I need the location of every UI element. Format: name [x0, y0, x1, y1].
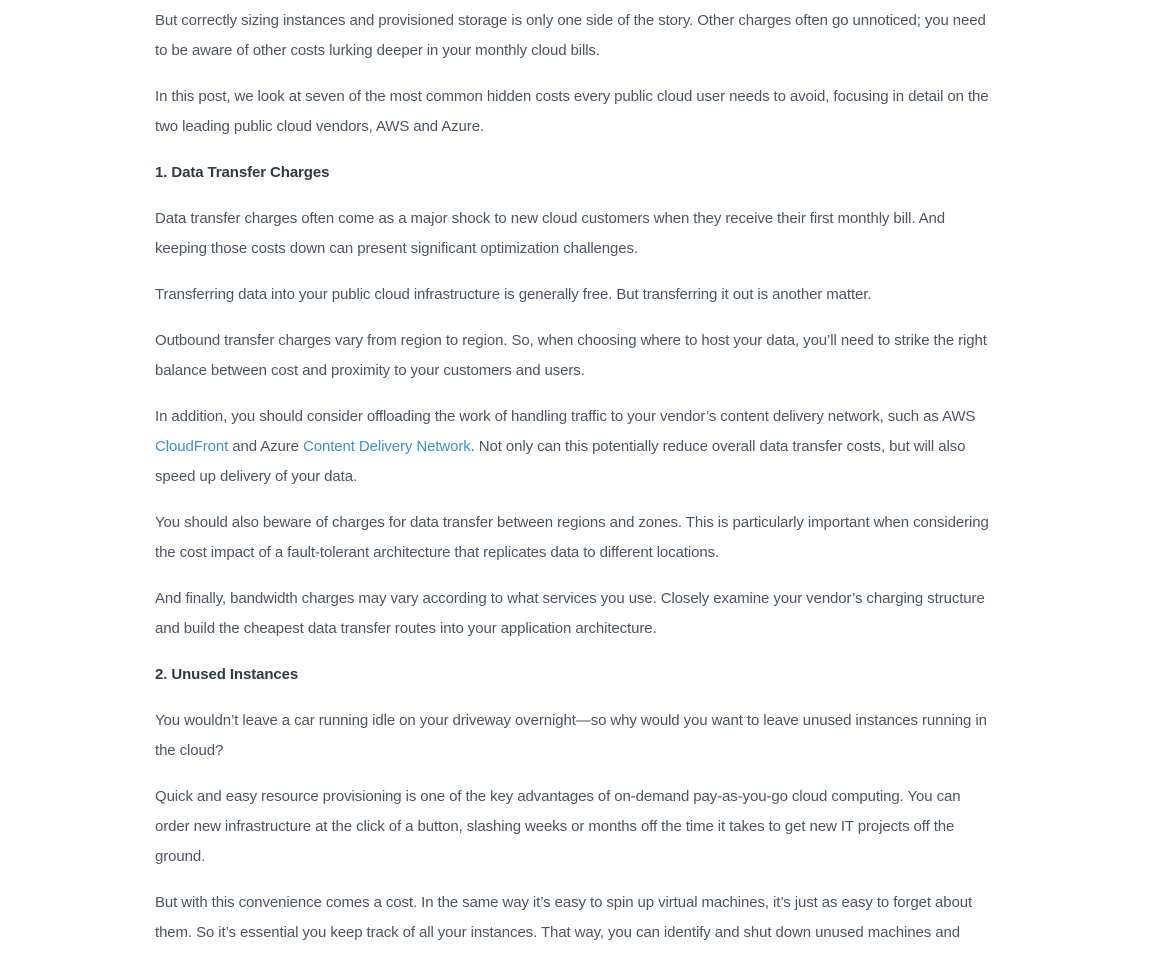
- paragraph-data-transfer-in-out: Transferring data into your public cloud infrastructure is generally free. But transferring it out is another matter.: [155, 286, 872, 303]
- paragraph-bandwidth-charges: And finally, bandwidth charges may vary according to what services you use. Closely examine your vendor’s charging structure and build the cheapest data transfer routes into your application architecture.: [155, 590, 985, 637]
- section-heading-data-transfer: 1. Data Transfer Charges: [155, 164, 330, 181]
- paragraph-convenience-cost: But with this convenience comes a cost. In the same way it’s easy to spin up virtual machines, it’s just as easy to forget about them. So it’s essential you keep track of all your instances. That way, you can identify and shut down unused machines and: [155, 894, 973, 941]
- cloudfront-link[interactable]: CloudFront: [155, 438, 229, 455]
- paragraph-provisioning: Quick and easy resource provisioning is one of the key advantages of on-demand pay-as-you-go cloud computing. You can order new infrastructure at the click of a button, slashing weeks or months off the time it takes to get new IT projects off the ground.: [155, 788, 961, 865]
- article-body: [155, 6, 997, 964]
- paragraph-data-transfer-shock: Data transfer charges often come as a major shock to new cloud customers when they receive their first monthly bill. And keeping those costs down can present significant optimization challenges.: [155, 210, 946, 257]
- section-heading-unused-instances: 2. Unused Instances: [155, 666, 299, 683]
- paragraph-intro-sizing: But correctly sizing instances and provisioned storage is only one side of the story. Other charges often go unnoticed; you need to be aware of other costs lurking deeper in your monthly cloud bills.: [155, 12, 986, 59]
- paragraph-regions-zones: You should also beware of charges for data transfer between regions and zones. This is particularly important when considering the cost impact of a fault-tolerant architecture that replicates data to different locations.: [155, 514, 989, 561]
- cdn-text-after: . Not only can this potentially reduce overall data transfer costs, but will also speed up delivery of your data.: [155, 438, 966, 485]
- cdn-text-middle: and Azure: [228, 438, 303, 455]
- paragraph-intro-post: In this post, we look at seven of the most common hidden costs every public cloud user needs to avoid, focusing in detail on the two leading public cloud vendors, AWS and Azure.: [155, 88, 989, 135]
- paragraph-outbound-charges: Outbound transfer charges vary from region to region. So, when choosing where to host your data, you’ll need to strike the right balance between cost and proximity to your customers and users.: [155, 332, 987, 379]
- azure-cdn-link[interactable]: Content Delivery Network: [303, 438, 471, 455]
- paragraph-car-idle: You wouldn’t leave a car running idle on your driveway overnight—so why would you want to leave unused instances running in the cloud?: [155, 712, 987, 759]
- paragraph-cdn-offloading: [155, 402, 997, 492]
- cdn-text-before: In addition, you should consider offloading the work of handling traffic to your vendor’s content delivery network, such as AWS: [155, 408, 976, 425]
